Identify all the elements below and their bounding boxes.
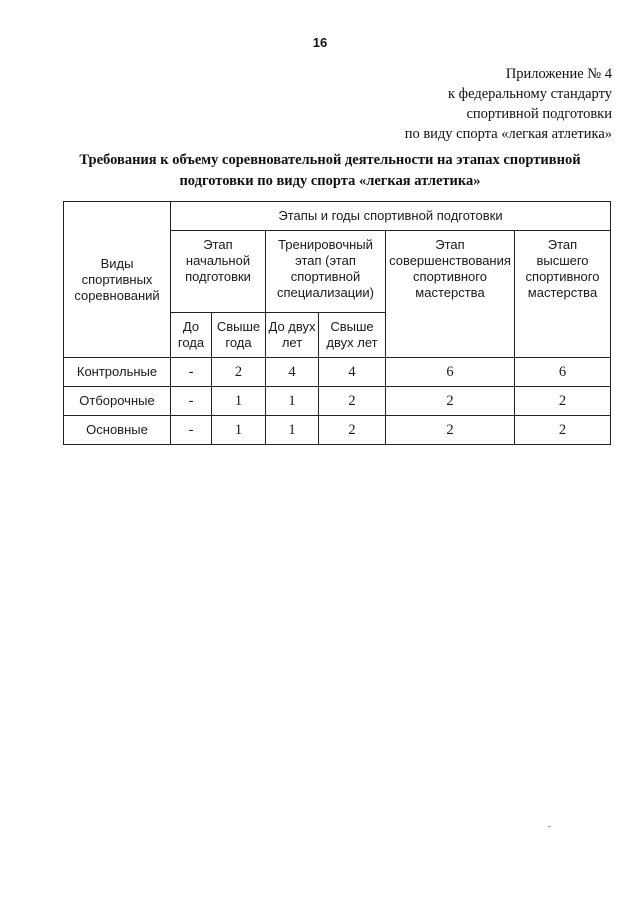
cell-value: 4 xyxy=(319,358,386,387)
header-over-two-years: Свыше двух лет xyxy=(319,313,386,358)
scan-speck xyxy=(548,826,551,827)
header-row-1 xyxy=(64,202,611,231)
header-stage-improvement: Этап совершенствования спортивного мастерства xyxy=(386,231,515,358)
cell-value: 1 xyxy=(266,416,319,445)
cell-value: - xyxy=(171,416,212,445)
cell-value: 2 xyxy=(212,358,266,387)
cell-value: 2 xyxy=(319,416,386,445)
header-stage-initial: Этап начальной подготовки xyxy=(171,231,266,313)
cell-value: 1 xyxy=(212,387,266,416)
appendix-line-3: спортивной подготовки xyxy=(466,106,612,122)
cell-value: - xyxy=(171,358,212,387)
title-line-1: Требования к объему соревновательной деятельности на этапах спортивной xyxy=(79,152,581,168)
page-number: 16 xyxy=(312,35,328,50)
header-stage-highest: Этап высшего спортивного мастерства xyxy=(515,231,611,358)
cell-value: - xyxy=(171,387,212,416)
table-row xyxy=(64,358,611,387)
header-up-to-two-years: До двух лет xyxy=(266,313,319,358)
title-line-2: подготовки по виду спорта «легкая атлетика» xyxy=(179,173,481,189)
cell-value: 2 xyxy=(386,387,515,416)
row-name: Отборочные xyxy=(64,387,171,416)
requirements-table xyxy=(63,201,611,445)
cell-value: 2 xyxy=(515,416,611,445)
header-competition-types: Виды спортивных соревнований xyxy=(64,202,171,358)
cell-value: 6 xyxy=(386,358,515,387)
row-name: Основные xyxy=(64,416,171,445)
cell-value: 2 xyxy=(515,387,611,416)
cell-value: 2 xyxy=(319,387,386,416)
table-row xyxy=(64,387,611,416)
row-name: Контрольные xyxy=(64,358,171,387)
cell-value: 4 xyxy=(266,358,319,387)
appendix-line-1: Приложение № 4 xyxy=(505,66,612,82)
document-title xyxy=(40,150,620,192)
appendix-line-2: к федеральному стандарту xyxy=(448,86,612,102)
cell-value: 1 xyxy=(212,416,266,445)
appendix-line-4: по виду спорта «легкая атлетика» xyxy=(404,126,612,142)
appendix-reference xyxy=(405,64,612,144)
header-over-year: Свыше года xyxy=(212,313,266,358)
cell-value: 6 xyxy=(515,358,611,387)
table-row xyxy=(64,416,611,445)
cell-value: 2 xyxy=(386,416,515,445)
header-up-to-year: До года xyxy=(171,313,212,358)
header-stages-years: Этапы и годы спортивной подготовки xyxy=(171,202,611,231)
header-stage-training: Тренировочный этап (этап спортивной специализации) xyxy=(266,231,386,313)
cell-value: 1 xyxy=(266,387,319,416)
